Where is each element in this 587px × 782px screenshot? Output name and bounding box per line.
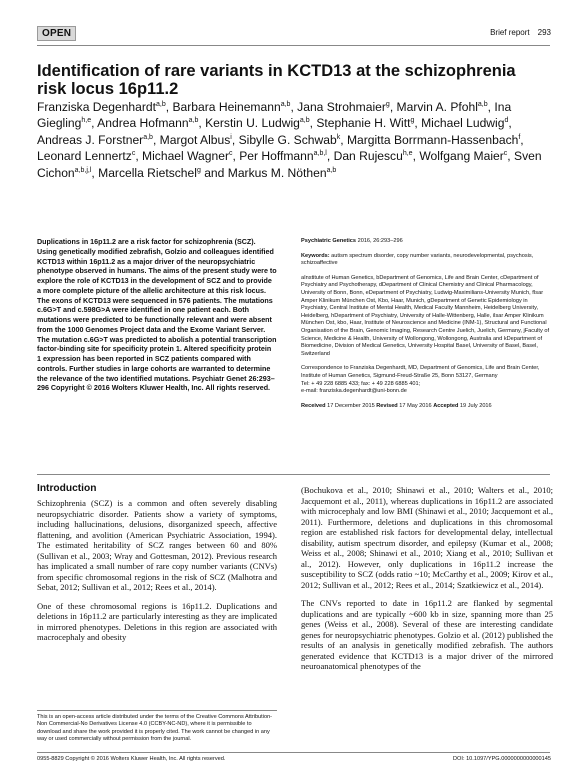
author-affiliation: a,b <box>280 100 291 108</box>
author-affiliation: a,b <box>477 100 488 108</box>
author-name: Wolfgang Maier <box>419 149 504 164</box>
author-name: Marvin A. Pfohl <box>396 100 478 114</box>
revised-date: 17 May 2016 <box>397 402 434 409</box>
accepted-date: 19 July 2016 <box>458 402 492 409</box>
introduction-heading: Introduction <box>37 483 97 494</box>
keywords-label: Keywords: <box>301 252 330 259</box>
correspondence-address: Correspondence to Franziska Degenhardt, MD, Department of Genomics, Life and Brain Center, Institute of Human Genetics, Sigmund-Freud-Straße 25, Bonn 53127, Germany <box>301 365 540 379</box>
author-name: Marcella Rietschel <box>98 165 197 180</box>
open-access-badge: OPEN <box>37 26 76 41</box>
author-name: Sibylle G. Schwab <box>238 132 337 147</box>
author-name: Andreas J. Forstner <box>37 132 144 147</box>
abstract-text: Duplications in 16p11.2 are a risk factor for schizophrenia (SCZ). Using genetically modified zebrafish, Golzio and colleagues identified KCTD13 within 16p11.2 as a major driver of the neuropsychiatric phenotype observed in humans. The aims of the present study were to explore the role of KCTD13 in the development of SCZ and to provide a more complete picture of the allelic architecture at this risk locus. The exons of KCTD13 were sequenced in 576 patients. The mutations c.6G>T and c.598G>A were identified in one patient each. Both mutations were predicted to be functionally relevant and were absent from the 1000 Genomes Project data and the Exome Variant Server. The mutation c.6G>T was predicted to abolish a potential transcription factor-binding site for specificity protein 1. Altered specificity protein 1 expression has been reported in SCZ patients compared with controls. Further studies in large cohorts are warranted to determine the relevance of the two identified mutations. Psychiatr Genet 26:293–296 Copyright © 2016 Wolters Kluwer Health, Inc. All rights reserved. <box>37 238 277 393</box>
author-name: Ina Giegling <box>37 100 512 131</box>
author-name: Leonard Lennertz <box>37 149 132 164</box>
license-note: This is an open-access article distributed under the terms of the Creative Commons Attribution-Non Commercial-No Derivatives License 4.0 (CCBY-NC-ND), where it is permissible to download and share the work provided it is properly cited. The work cannot be changed in any way or used commercially without permission from the journal. <box>37 714 273 743</box>
email[interactable]: e-mail: franziska.degenhardt@uni-bonn.de <box>301 388 407 395</box>
author-affiliation: a,b <box>299 117 310 125</box>
page-number: 293 <box>537 28 551 37</box>
author-affiliation: a,b <box>143 133 153 141</box>
journal-citation <box>301 238 553 246</box>
running-header <box>490 28 551 37</box>
keywords-list: autism spectrum disorder, copy number variants, neurodevelopmental, psychosis, schizoaffective <box>301 252 534 267</box>
tel-fax: Tel: + 49 228 6885 433; fax: + 49 228 6885 401; <box>301 380 421 387</box>
author-affiliation: i <box>230 133 232 141</box>
copyright-footer: 0955-8829 Copyright © 2016 Wolters Kluwer Health, Inc. All rights reserved. <box>37 756 226 762</box>
author-affiliation: d <box>504 117 509 125</box>
article-title: Identification of rare variants in KCTD13 at the schizophrenia risk locus 16p11.2 <box>37 62 516 98</box>
author-name: Margot Albus <box>159 132 231 147</box>
abstract <box>37 238 277 394</box>
author-name: Michael Wagner <box>142 149 229 164</box>
author-name: Barbara Heinemann <box>172 100 281 114</box>
author-affiliation: g <box>196 166 201 174</box>
section-label: Brief report <box>490 28 530 37</box>
author-affiliation: f <box>518 133 521 141</box>
author-name: Dan Rujescu <box>333 149 403 164</box>
revised-label: Revised <box>376 402 398 409</box>
author-affiliation: a,b <box>188 117 199 125</box>
doi-footer[interactable]: DOI: 10.1097/YPG.0000000000000145 <box>453 756 551 762</box>
author-name: Markus M. Nöthen <box>227 165 327 180</box>
body-column-right <box>301 485 553 680</box>
affiliations: aInstitute of Human Genetics, bDepartment of Genomics, Life and Brain Center, cDepartment of Psychiatry and Psychotherapy, dDepartment of Clinical Chemistry and Clinical Pharmacology, University of Bonn, Bonn, eDepartment of Psychiatry, Ludwig-Maximilians-University Munich, fIsar Amper Klinikum München Ost, Kbo, Haar, Munich, gDepartment of Genetic Epidemiology in Psychiatry, Central Institute of Mental Health, Medical Faculty Mannheim, Heidelberg University, Heidelberg, hDepartment of Psychiatry, University of Halle-Wittenberg, Halle, iIsar Amper Klinikum München Ost, kbo, Haar, Institute of Neuroscience and Medicine (INM-1), Structural and Functional Organisation of the Brain, Genomic Imaging, Research Centre Juelich, Juelich, Germany, jFaculty of Science, Medicine & Health, University of Wollongong, Wollongong, Australia and kDepartment of Biomedicine, Division of Medical Genetics, University Hospital Basel, University of Basel, Basel, Switzerland <box>301 274 549 357</box>
section-rule <box>37 474 550 475</box>
accepted-label: Accepted <box>433 402 459 409</box>
author-name: Sven Cichon <box>37 149 542 180</box>
author-affiliation: c <box>228 150 233 158</box>
article-metadata <box>301 238 553 417</box>
body-paragraph: Schizophrenia (SCZ) is a common and often severely disabling neuropsychiatric disorder. Patients show a variety of symptoms, including hallucinations, delusions, disorganized speech, affective flattening, and avolition (American Psychiatric Association, 1994). The estimated heritability of SCZ ranges between 60 and 80% (Sullivan et al., 2003; Wray and Gottesman, 2012). Previous research has implicated a small number of rare copy number variants (CNVs) from specific chromosomal regions in the risk of SCZ (Malhotra and Sebat, 2012; Sullivan et al., 2012; Rees et al., 2014). <box>37 498 277 592</box>
author-name: Per Hoffmann <box>239 149 314 164</box>
author-affiliation: c <box>503 150 508 158</box>
keywords <box>301 253 553 268</box>
body-paragraph: The CNVs reported to date in 16p11.2 are flanked by segmental duplications and are typically ~600 kb in size, spanning more than 25 genes (Weiss et al., 2008). Several of these are interesting candidate genes for neuropsychiatric phenotypes. Golzio et al. (2012) published the results of an analysis in genetically modified zebrafish. The authors generated evidence that KCTD13 is a major driver of the mirrored neuroanatomical phenotypes of the <box>301 598 553 671</box>
author-affiliation: a,b <box>155 100 166 108</box>
author-list: Franziska Degenhardt$^{a,b}$, Barbara Heinemann$^{a,b}$, Jana Strohmaier$^g$, Marvin A. Pfohl$^{a,b}$, Ina Giegling$^{h,e}$, Andrea Hofmann$^{a,b}$, Kerstin U. Ludwig$^{a,b}$, Stephanie H. Witt$^g$, Michael Ludwig$^d$, Andreas J. Forstner$^{a,b}$, Margot Albus$^i$, Sibylle G. Schwab$^k$, Margitta Borrmann-Hassenbach$^f$, Leonard Lennertz$^c$, Michael Wagner$^c$, Per Hoffmann$^{a,b,l}$, Dan Rujescu$^{h,e}$, Wolfgang Maier$^c$, Sven Cichon$^{a,b,j,l}$, Marcella Rietschel$^g$ and Markus M. Nöthen$^{a,b}$ <box>37 100 542 180</box>
author-name: Margitta Borrmann-Hassenbach <box>346 132 519 147</box>
author-name: Andrea Hofmann <box>97 116 189 131</box>
author-affiliation: g <box>385 100 390 108</box>
correspondence <box>301 365 553 395</box>
author-affiliation: a,b,l <box>313 150 327 158</box>
author-name: Franziska Degenhardt <box>37 100 156 114</box>
body-paragraph: (Bochukova et al., 2010; Shinawi et al., 2010; Walters et al., 2010; Jacquemont et al., 2011), whereas duplications in 16p11.2 are associated with microcephaly and low BMI (Shinawi et al., 2010; Jacquemont et al., 2011). Furthermore, deletions and duplications in this chromosomal region are established risk factors for developmental delay, intellectual disability, autism spectrum disorder, and epilepsy (Kumar et al., 2008; Weiss et al., 2008; Shinawi et al., 2010; Xiang et al., 2010; Sullivan et al., 2012). However, only duplications in 16p11.2 increase the susceptibility to SCZ (odds ratio ~10; McCarthy et al., 2009; Kirov et al., 2012; Sullivan et al., 2012; Rees et al., 2014; Szatkiewicz et al., 2014). <box>301 485 553 590</box>
body-paragraph: One of these chromosomal regions is 16p11.2. Duplications and deletions in 16p11.2 are particularly interesting as they are implicated in mirrored phenotypes. Deletions in this region are associated with macrocephaly and obesity <box>37 600 277 642</box>
author-affiliation: h,e <box>81 117 92 125</box>
author-affiliation: a,b,j,l <box>74 166 92 174</box>
author-affiliation: h,e <box>402 150 413 158</box>
author-name: Stephanie H. Witt <box>316 116 411 131</box>
author-affiliation: c <box>131 150 136 158</box>
citation-detail: 2016, 26:293–296 <box>356 238 403 244</box>
author-name: Jana Strohmaier <box>297 100 386 114</box>
author-name: Kerstin U. Ludwig <box>205 116 300 131</box>
author-affiliation: g <box>410 117 415 125</box>
dates <box>301 403 553 411</box>
license-rule <box>37 710 277 711</box>
received-label: Received <box>301 402 326 409</box>
author-name: Michael Ludwig <box>421 116 505 131</box>
author-affiliation: a,b <box>326 166 337 174</box>
author-affiliation: k <box>336 133 341 141</box>
journal-name: Psychiatric Genetics <box>301 238 357 244</box>
received-date: 17 December 2015 <box>325 402 377 409</box>
header-rule <box>37 45 550 46</box>
footer-rule <box>37 752 550 753</box>
body-column-left <box>37 483 277 651</box>
